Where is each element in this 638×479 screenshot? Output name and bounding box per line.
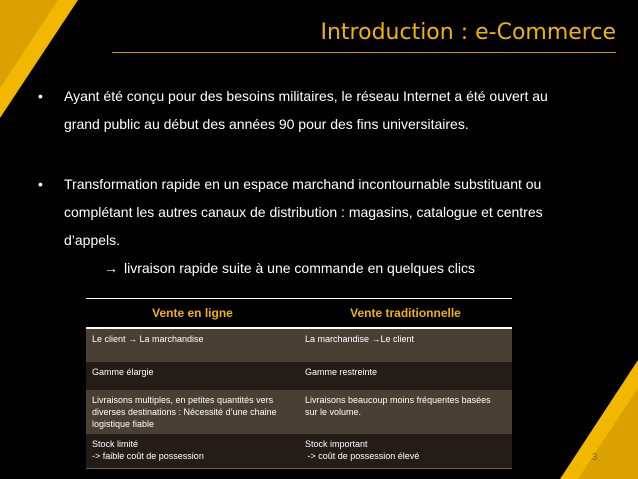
bullet-2-text <box>64 170 584 254</box>
bullet-1-line-2: grand public au début des années 90 pour des fins universitaires. <box>64 116 469 132</box>
bullet-1-text <box>64 82 584 138</box>
cell-line: Livraisons beaucoup moins fréquentes basées <box>305 395 491 405</box>
cell-line: Stock important <box>305 439 368 449</box>
table-cell <box>299 328 512 362</box>
subpoint <box>104 258 475 278</box>
table-row <box>86 362 512 390</box>
cell-line: Le client → La marchandise <box>92 334 204 344</box>
cell-line: logistique fiable <box>92 419 155 429</box>
bullet-2-line-3: d’appels. <box>64 232 121 248</box>
cell-line: La marchandise →Le client <box>305 334 415 344</box>
page-number: 3 <box>592 452 598 463</box>
arrow-right-icon: → <box>104 260 118 276</box>
table-row <box>86 434 512 469</box>
table-cell <box>86 434 299 469</box>
cell-line: Livraisons multiples, en petites quantités vers <box>92 395 274 405</box>
subpoint-text: livraison rapide suite à une commande en quelques clics <box>124 260 475 276</box>
bullet-2-line-1: Transformation rapide en un espace marchand incontournable substituant ou <box>64 176 542 192</box>
bullet-2-line-2: complétant les autres canaux de distribution : magasins, catalogue et centres <box>64 204 543 220</box>
bullet-marker-2: • <box>38 176 43 192</box>
cell-line: sur le volume. <box>305 407 362 417</box>
cell-line: Gamme élargie <box>92 367 154 377</box>
table-cell <box>86 390 299 434</box>
table-cell <box>299 362 512 390</box>
table-cell <box>299 390 512 434</box>
table-cell <box>86 362 299 390</box>
comparison-table <box>86 298 512 469</box>
title-underline <box>112 52 616 53</box>
table-row <box>86 390 512 434</box>
cell-line: Stock limité <box>92 439 139 449</box>
table-cell <box>86 328 299 362</box>
cell-line: -> faible coût de possession <box>92 451 204 461</box>
table-row <box>86 328 512 362</box>
table-header-online: Vente en ligne <box>86 299 299 329</box>
table-cell <box>299 434 512 469</box>
cell-line: Gamme restreinte <box>305 367 378 377</box>
table-header-traditional: Vente traditionnelle <box>299 299 512 329</box>
slide-title: Introduction : e-Commerce <box>320 20 616 45</box>
cell-line: -> coût de possession élevé <box>305 451 420 461</box>
cell-line: diverses destinations : Nécessité d’une chaine <box>92 407 277 417</box>
corner-decoration-bottom-right <box>558 360 638 479</box>
bullet-1-line-1: Ayant été conçu pour des besoins militaires, le réseau Internet a été ouvert au <box>64 88 548 104</box>
bullet-marker-1: • <box>38 88 43 104</box>
